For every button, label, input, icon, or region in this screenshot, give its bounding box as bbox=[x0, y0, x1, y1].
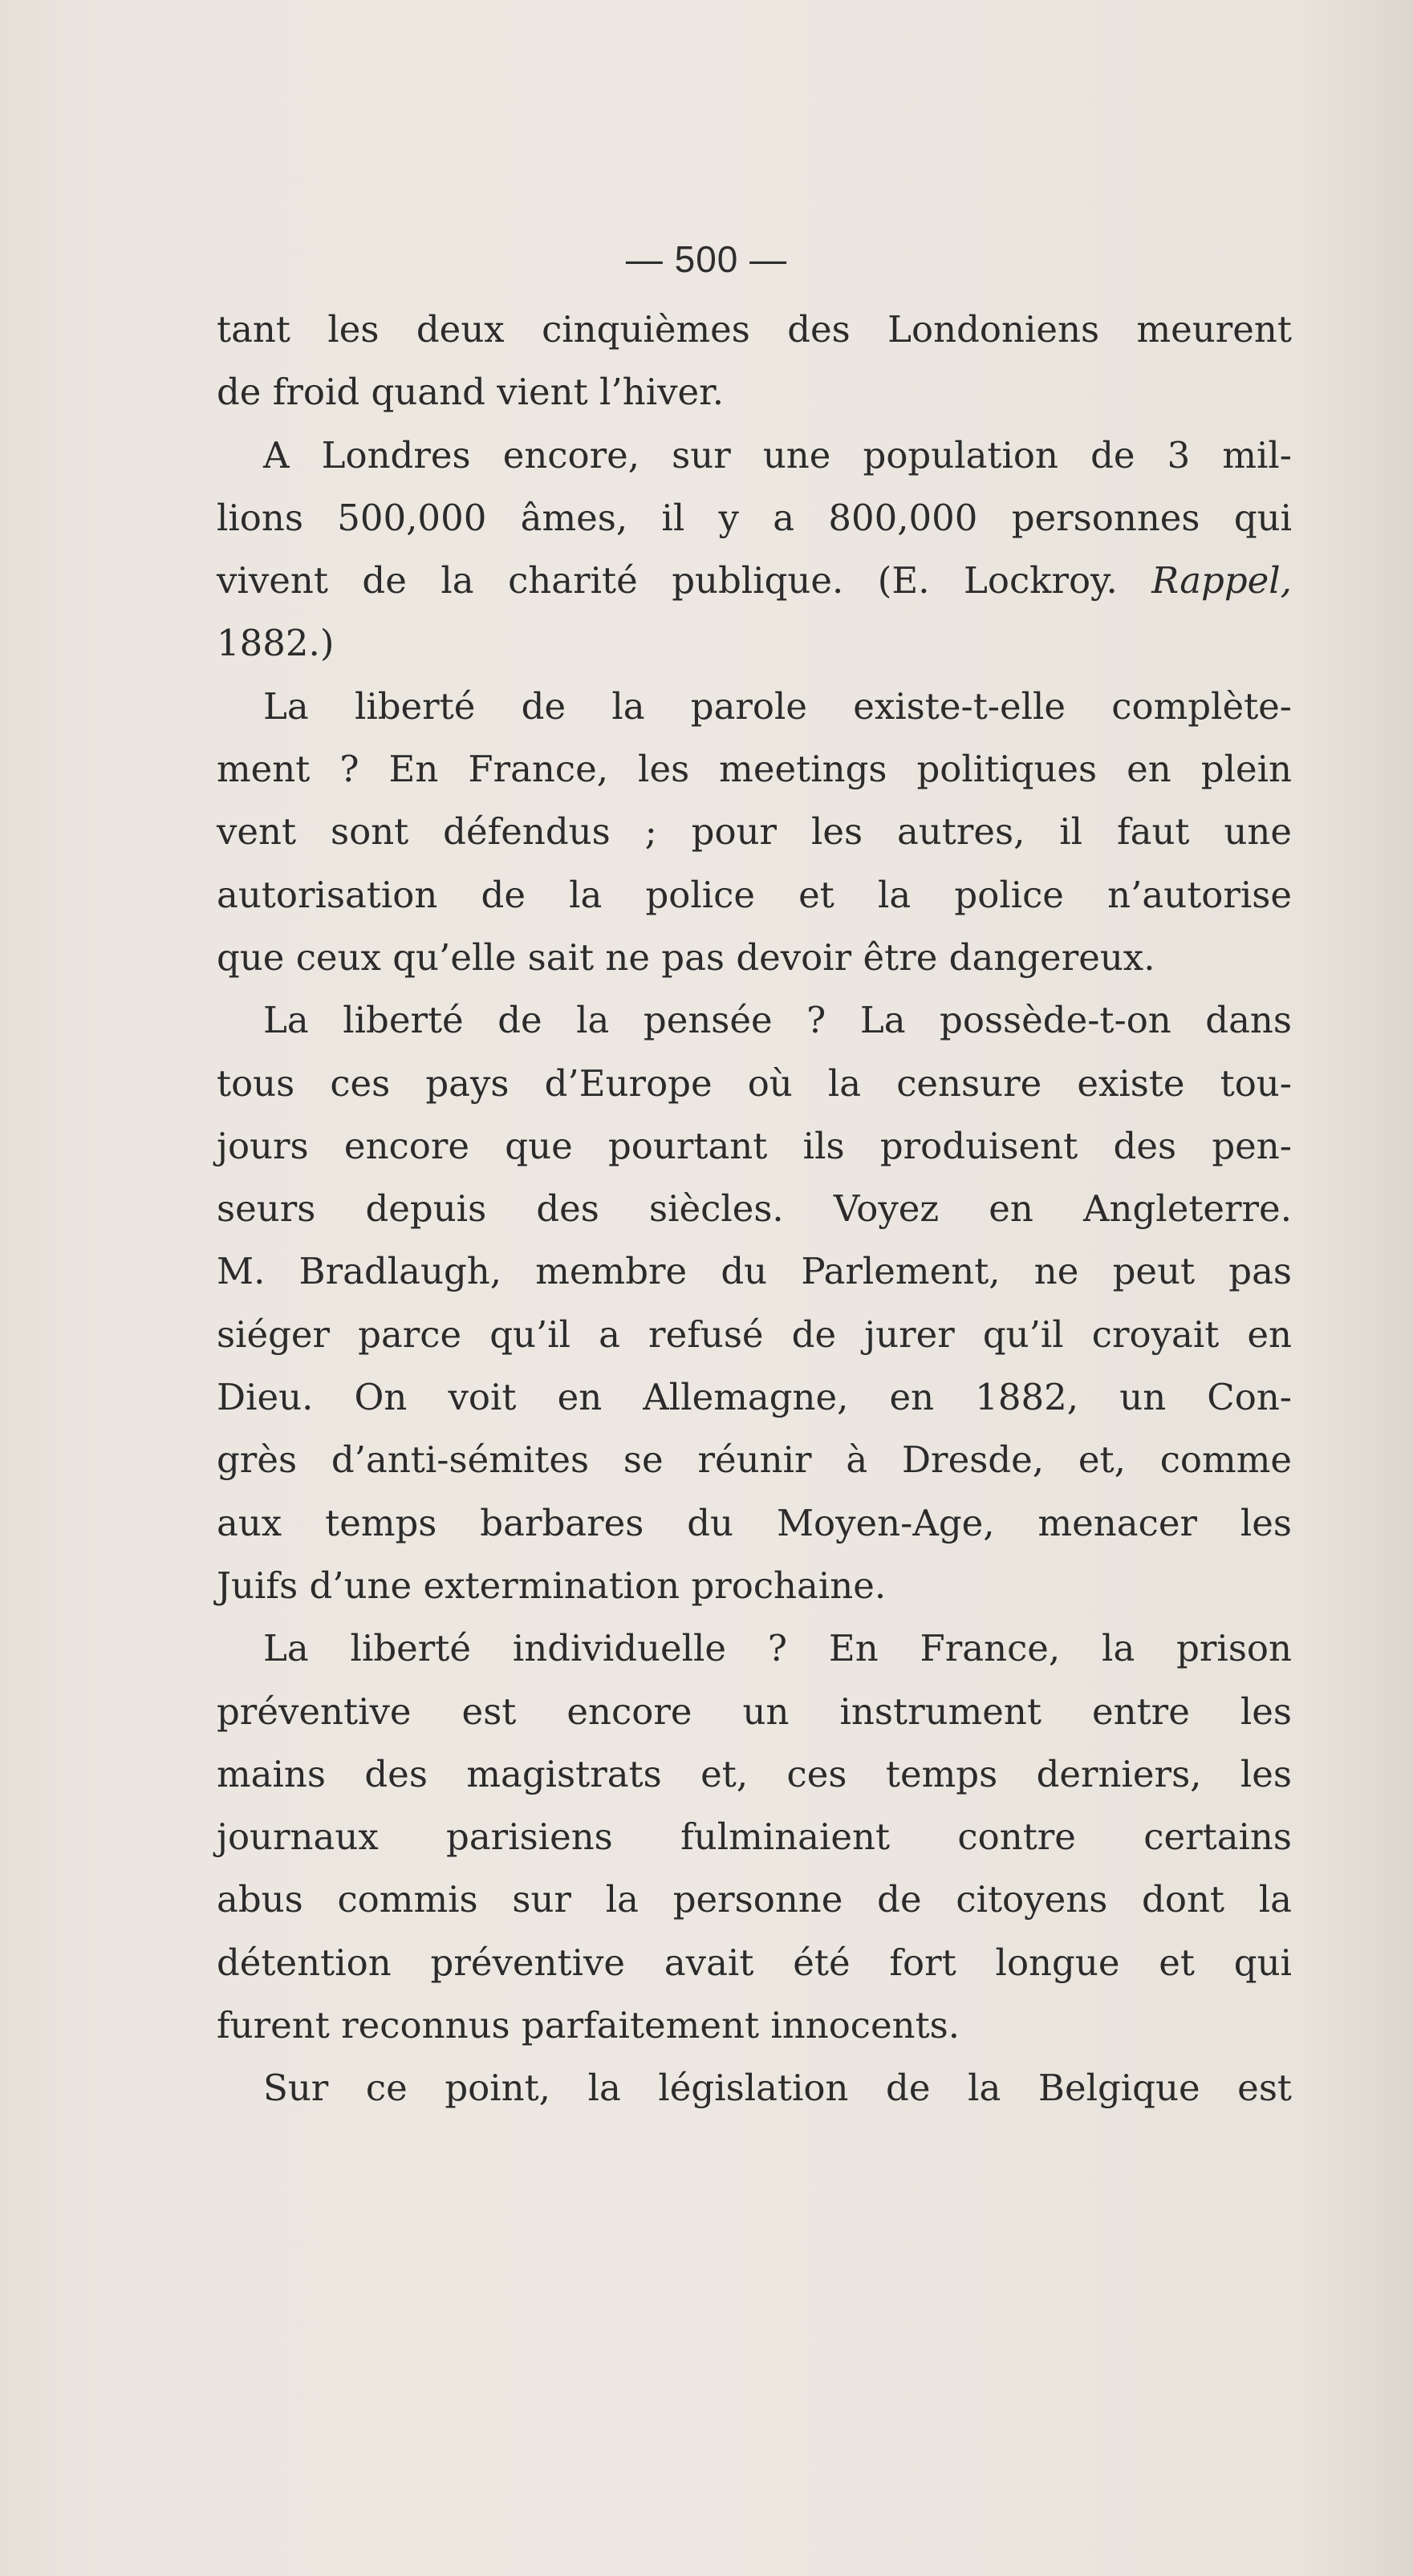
text-line-11: que ceux qu’elle sait ne pas devoir être dangereux. bbox=[217, 935, 1155, 979]
text-line-23: préventive est encore un instrument entre les bbox=[217, 1690, 1292, 1733]
text-line-26: abus commis sur la personne de citoyens dont la bbox=[217, 1878, 1292, 1921]
rappel-italic: Rappel, bbox=[1151, 559, 1292, 602]
text-line-16: M. Bradlaugh, membre du Parlement, ne peut pas bbox=[217, 1250, 1292, 1293]
text-line-12: La liberté de la pensée ? La possède-t-on dans bbox=[263, 999, 1292, 1042]
text-line-18: Dieu. On voit en Allemagne, en 1882, un Con- bbox=[217, 1376, 1292, 1419]
text-line-5 bbox=[217, 550, 1292, 612]
body-text bbox=[217, 298, 1292, 2120]
text-line-19: grès d’anti-sémites se réunir à Dresde, et, comme bbox=[217, 1438, 1292, 1482]
text-line-29: Sur ce point, la législation de la Belgique est bbox=[263, 2067, 1292, 2110]
text-line-10: autorisation de la police et la police n’autorise bbox=[217, 873, 1292, 916]
text-line-15: seurs depuis des siècles. Voyez en Angleterre. bbox=[217, 1187, 1292, 1231]
text-line-3: A Londres encore, sur une population de 3 mil- bbox=[263, 433, 1292, 477]
text-line-20: aux temps barbares du Moyen-Age, menacer les bbox=[217, 1501, 1292, 1544]
text-line-1: tant les deux cinquièmes des Londoniens meurent bbox=[217, 308, 1292, 351]
text-line-13: tous ces pays d’Europe où la censure existe tou- bbox=[217, 1061, 1292, 1105]
text-line-24: mains des magistrats et, ces temps derniers, les bbox=[217, 1752, 1292, 1795]
text-line-27: détention préventive avait été fort longue et qui bbox=[217, 1941, 1292, 1984]
page-number: — 500 — bbox=[625, 238, 788, 280]
text-line-5-main: vivent de la charité publique. (E. Lockroy. bbox=[217, 559, 1118, 602]
text-line-8: ment ? En France, les meetings politiques en plein bbox=[217, 748, 1292, 791]
text-line-7: La liberté de la parole existe-t-elle complète- bbox=[263, 684, 1292, 728]
text-line-14: jours encore que pourtant ils produisent des pen- bbox=[217, 1124, 1292, 1167]
text-line-9: vent sont défendus ; pour les autres, il faut une bbox=[217, 810, 1292, 854]
text-line-17: siéger parce qu’il a refusé de jurer qu’il croyait en bbox=[217, 1312, 1292, 1356]
text-line-21: Juifs d’une extermination prochaine. bbox=[217, 1564, 887, 1607]
text-line-4: lions 500,000 âmes, il y a 800,000 personnes qui bbox=[217, 496, 1292, 539]
text-line-2: de froid quand vient l’hiver. bbox=[217, 371, 725, 414]
text-line-22: La liberté individuelle ? En France, la prison bbox=[263, 1627, 1292, 1670]
text-line-25: journaux parisiens fulminaient contre certains bbox=[217, 1815, 1292, 1859]
text-line-6: 1882.) bbox=[217, 622, 335, 665]
text-line-28: furent reconnus parfaitement innocents. bbox=[217, 2004, 960, 2047]
